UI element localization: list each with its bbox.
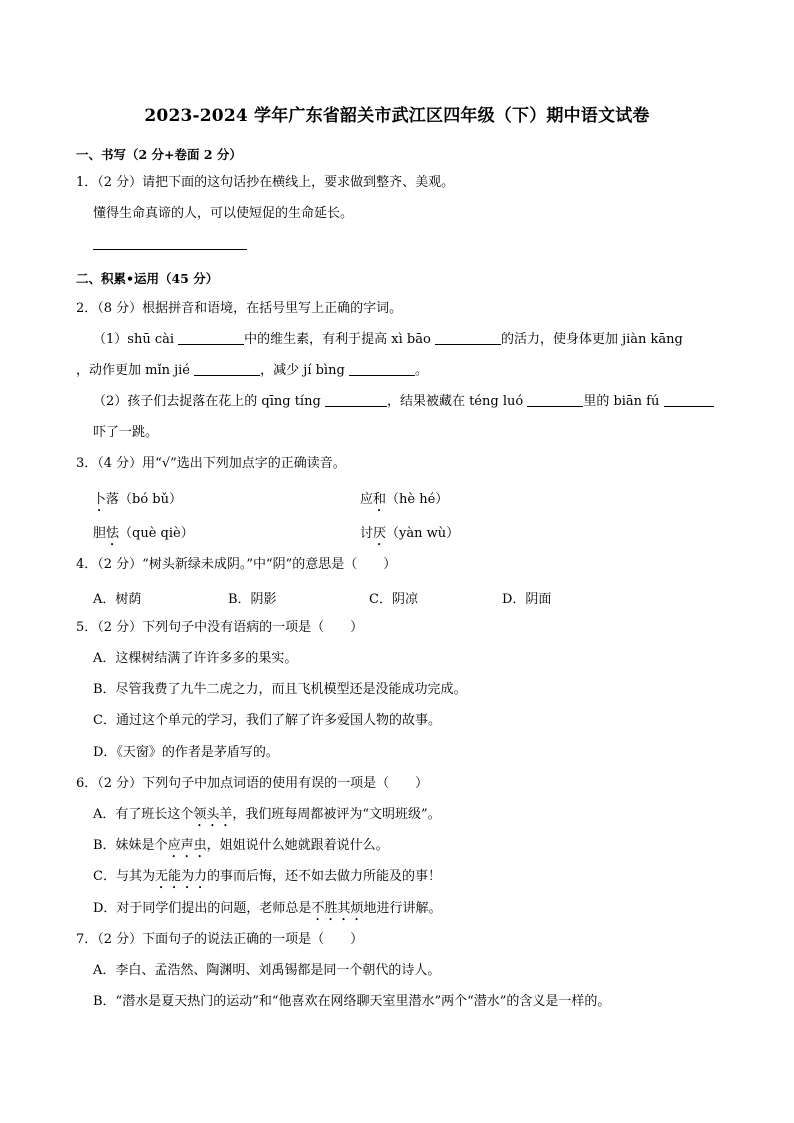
q2-text: ，动作更加 mǐn jié <box>76 363 191 378</box>
q3-text: 胆 <box>93 526 107 541</box>
question-2-line-1 <box>93 331 683 349</box>
q2-text: （1）shū cài <box>93 332 175 347</box>
answer-line[interactable] <box>93 249 247 250</box>
option-b[interactable]: B．尽管我费了九牛二虎之力，而且飞机模型还是没能成功完成。 <box>93 682 467 697</box>
section-heading-accumulation: 二、积累•运用（45 分） <box>76 271 219 286</box>
question-1-stem: 1．（2 分）请把下面的这句话抄在横线上，要求做到整齐、美观。 <box>76 175 455 190</box>
q2-blank[interactable] <box>349 362 415 376</box>
question-1-sentence: 懂得生命真谛的人，可以使短促的生命延长。 <box>93 206 354 221</box>
q3-text: （hè hé） <box>386 492 449 507</box>
q2-text: ，减少 jí bìng <box>260 363 345 378</box>
option-d[interactable]: D．《天窗》的作者是茅盾写的。 <box>93 745 279 760</box>
option-b[interactable]: B．阴影 <box>228 592 277 607</box>
page-title: 2023-2024 学年广东省韶关市武江区四年级（下）期中语文试卷 <box>144 106 650 126</box>
q2-text: 里的 biān fú <box>583 394 660 409</box>
question-2-line-2 <box>76 362 428 380</box>
question-6-stem: 6．（2 分）下列句子中加点词语的使用有误的一项是（ ） <box>76 776 429 791</box>
q2-blank[interactable] <box>194 362 260 376</box>
option-a[interactable] <box>93 806 441 830</box>
dotted-char: 和 <box>373 492 387 507</box>
question-2-line-3 <box>93 393 714 411</box>
q6-text: ，姐姐说什么她就跟着说什么。 <box>206 838 389 853</box>
q6-text: C．与其为 <box>93 869 155 884</box>
option-d[interactable]: D．阴面 <box>502 592 552 607</box>
q6-text: 地进行讲解。 <box>363 901 442 916</box>
dotted-char: 卜 <box>93 492 107 507</box>
question-3-item-1 <box>93 488 182 515</box>
q3-text: （yàn wù） <box>386 526 460 541</box>
q2-text: 的活力，使身体更加 jiàn kāng <box>500 332 683 347</box>
question-3-item-3 <box>93 522 194 549</box>
q2-blank[interactable] <box>325 393 387 407</box>
dotted-word: 领头羊 <box>193 807 233 822</box>
q2-text: ，结果被藏在 téng luó <box>386 394 524 409</box>
q6-text: 的事而后悔，还不如去做力所能及的事！ <box>206 869 441 884</box>
option-c[interactable]: C．通过这个单元的学习，我们了解了许多爱国人物的故事。 <box>93 713 441 728</box>
question-3-item-2 <box>360 488 448 515</box>
question-7-stem: 7．（2 分）下面句子的说法正确的一项是（ ） <box>76 932 364 947</box>
dotted-word: 应声虫 <box>167 838 207 853</box>
q2-blank[interactable] <box>664 393 714 407</box>
q3-text: 应 <box>360 492 374 507</box>
option-a[interactable]: A．这棵树结满了许许多多的果实。 <box>93 651 298 666</box>
option-a[interactable]: A．树荫 <box>93 592 142 607</box>
section-heading-writing: 一、书写（2 分+卷面 2 分） <box>76 147 242 162</box>
question-3-stem: 3．（4 分）用“√”选出下列加点字的正确读音。 <box>76 456 346 471</box>
q3-text: （què qiè） <box>119 526 194 541</box>
dotted-char: 厌 <box>373 526 387 541</box>
question-4-stem: 4．（2 分）“树头新绿未成阴。”中“阴”的意思是（ ） <box>76 557 397 572</box>
dotted-word: 无能为力 <box>154 869 207 884</box>
q6-text: A．有了班长这个 <box>93 807 194 822</box>
option-b[interactable] <box>93 837 389 861</box>
q2-blank[interactable] <box>178 331 244 345</box>
q3-text: 落（bó bǔ） <box>106 492 182 507</box>
option-c[interactable]: C．阴凉 <box>369 592 418 607</box>
question-2-stem: 2．（8 分）根据拼音和语境，在括号里写上正确的字词。 <box>76 301 403 316</box>
question-5-stem: 5．（2 分）下列句子中没有语病的一项是（ ） <box>76 620 364 635</box>
question-2-line-4: 吓了一跳。 <box>93 425 159 440</box>
option-c[interactable] <box>93 868 441 892</box>
q2-blank[interactable] <box>435 331 501 345</box>
q6-text: B．妹妹是个 <box>93 838 168 853</box>
q2-text: （2）孩子们去捉落在花上的 qīng tíng <box>93 394 321 409</box>
q2-text: 中的维生素，有利于提高 xì bāo <box>244 332 431 347</box>
question-3-item-4 <box>360 522 459 549</box>
dotted-char: 怯 <box>106 526 120 541</box>
q6-text: ，我们班每周都被评为“文明班级”。 <box>232 807 441 822</box>
q6-text: D．对于同学们提出的问题，老师总是 <box>93 901 312 916</box>
option-b[interactable]: B．“潜水是夏天热门的运动”和“他喜欢在网络聊天室里潜水”两个“潜水”的含义是一样的。 <box>93 994 611 1009</box>
option-d[interactable] <box>93 900 441 924</box>
q3-text: 讨 <box>360 526 374 541</box>
q2-blank[interactable] <box>527 393 583 407</box>
q2-text: 。 <box>414 363 428 378</box>
dotted-word: 不胜其烦 <box>311 901 364 916</box>
option-a[interactable]: A．李白、孟浩然、陶渊明、刘禹锡都是同一个朝代的诗人。 <box>93 963 441 978</box>
